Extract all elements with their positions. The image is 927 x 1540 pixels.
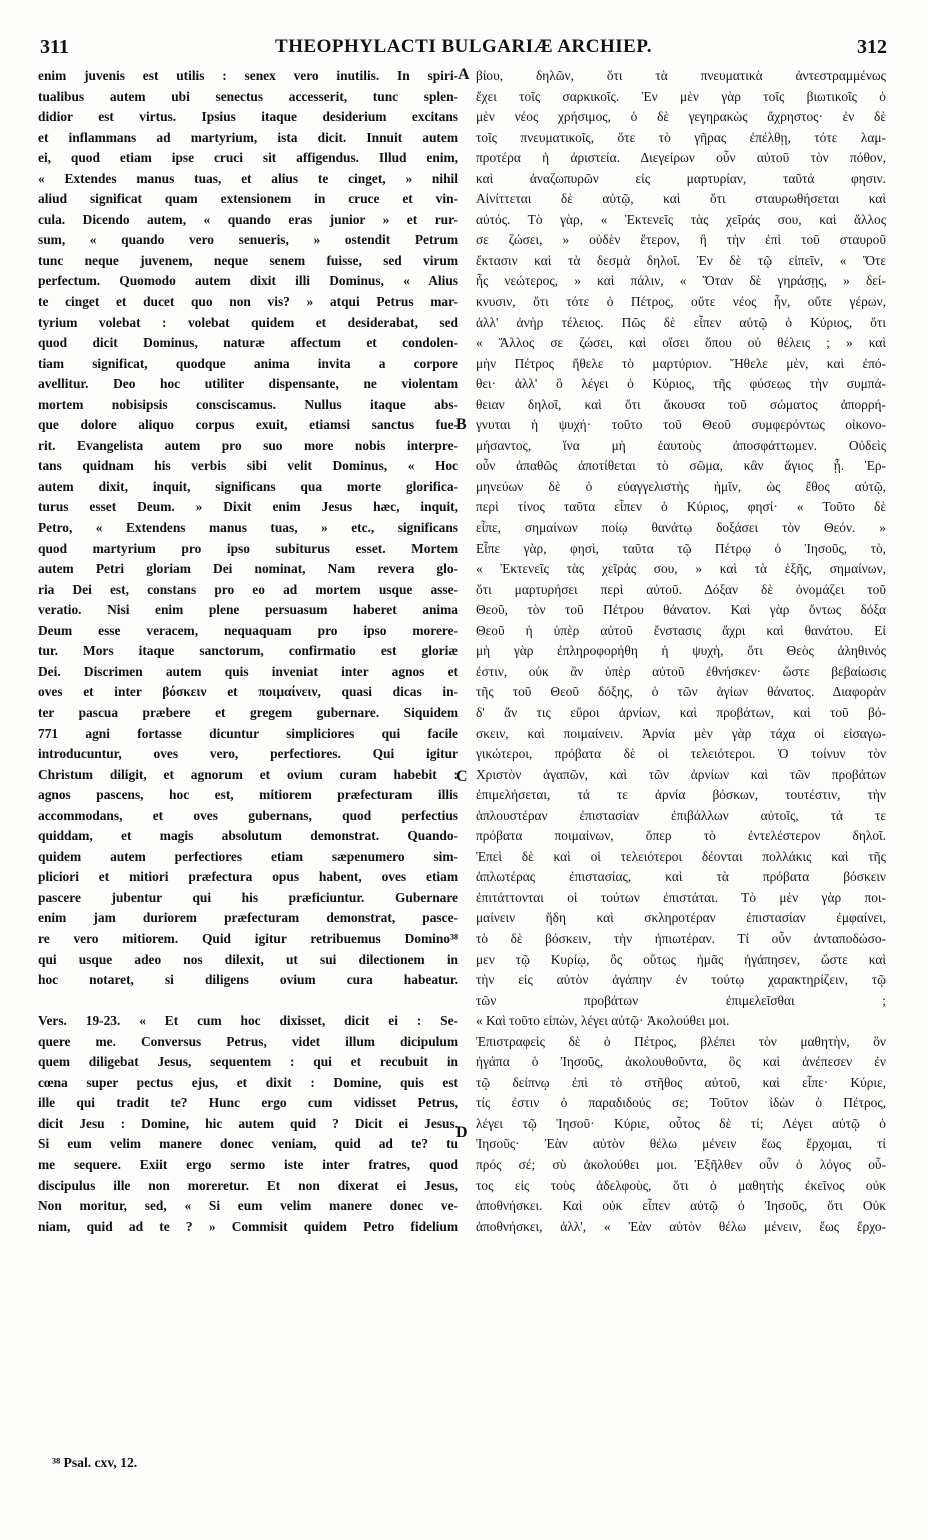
latin-text-line: hoc notaret, si diligens ovium cura habeatur.: [38, 972, 458, 988]
greek-text-line: σκειν, καὶ ποιμαίνειν. Ἀρνία μὲν γὰρ τάχα οἱ εἰσαγω-: [476, 725, 886, 741]
latin-text-line: turus esset Deum. » Dixit enim Jesus hæc, inquit,: [38, 499, 458, 515]
latin-text-line: Dei. Discrimen autem quis inveniat inter agnos et: [38, 663, 458, 679]
greek-text-line: θειαν δηλοῖ, καὶ ὅτι ἄκουσα τοῦ σώματος ἀπορρή-: [476, 396, 886, 412]
greek-text-line: ἀλλ' ἀνὴρ τέλειος. Πῶς δὲ εἶπεν αὐτῷ ὁ Κύριος, ὅτι: [476, 314, 886, 330]
greek-text-line: δ' ἄν τις εὕροι ἀρνίων, καὶ προβάτων, καὶ τοῦ βό-: [476, 704, 886, 720]
latin-text-line: cœna super pectus ejus, et dixit : Domine, quis est: [38, 1074, 458, 1090]
latin-text-line: ille qui tradit te? Hunc ergo cum vidisset Petrus,: [38, 1095, 458, 1111]
latin-text-line: Si eum velim manere donec veniam, quid ad te? tu: [38, 1136, 458, 1152]
latin-text-line: perfectum. Quomodo autem dixit illi Dominus, « Alius: [38, 273, 458, 289]
latin-text-line: quod martyrium pro ipso subiturus esset. Mortem: [38, 540, 458, 556]
latin-text-line: re vero mitiorem. Quid igitur retribuemus Domino³⁸: [38, 930, 458, 946]
latin-text-line: aliud significat quam extensionem in cruce et vin-: [38, 191, 458, 207]
latin-text-line: autem Petri gloriam Dei nominat, Nam revera glo-: [38, 561, 458, 577]
greek-text-line: Ἐπεὶ δὲ καὶ οἱ τελειότεροι δέονται πολλάκις καὶ τῆς: [476, 848, 886, 864]
latin-text-line: oves et inter βόσκειν et ποιμαίνειν, quasi dicas in-: [38, 684, 458, 700]
latin-text-line: ter pascua præbere et gregem gubernare. Siquidem: [38, 704, 458, 720]
running-title: THEOPHYLACTI BULGARIÆ ARCHIEP.: [275, 36, 652, 57]
latin-text-line: Deum esse veracem, nequaquam pro ipso morere-: [38, 622, 458, 638]
latin-text-line: Vers. 19-23. « Et cum hoc dixisset, dicit ei : Se-: [38, 1013, 458, 1029]
greek-text-line: τὴν εἰς αὐτὸν ἀγάπην ἐν τούτῳ χαρακτηρίζειν, τῷ: [476, 972, 886, 988]
latin-text-line: didior est virtus. Ipsius itaque desiderium excitans: [38, 109, 458, 125]
latin-text-line: quod dicit Dominus, naturæ affectum et condolen-: [38, 335, 458, 351]
greek-text-line: πρός σέ; σὺ ἀκολούθει μοι. Ἐξῆλθεν οὖν ὁ λόγος οὗ-: [476, 1156, 886, 1172]
margin-letter-c: C: [456, 768, 468, 785]
greek-text-line: ἦς νεώτερος, » καὶ πάλιν, « Ὅταν δὲ γηράσῃς, » δεί-: [476, 273, 886, 289]
latin-text-line: me sequere. Exiit ergo sermo iste inter fratres, quod: [38, 1156, 458, 1172]
latin-text-line: cula. Dicendo autem, « quando eras junior » et rur-: [38, 211, 458, 227]
latin-column: [38, 66, 458, 1237]
latin-text-line: te cinget et ducet quo non vis? » atqui Petrus mar-: [38, 294, 458, 310]
latin-text-line: pliciori et mitiori præfectura opus habent, oves etiam: [38, 869, 458, 885]
greek-text-line: προτέρα ἡ ἀριστεία. Διεγείρων οὖν αὐτοῦ τὸν πόθον,: [476, 150, 886, 166]
latin-text-line: Petro, « Extendens manus tuas, » etc., significans: [38, 520, 458, 536]
latin-text-line: « Extendes manus tuas, et alius te cinget, » nihil: [38, 170, 458, 186]
greek-text-line: μεν τῷ Κυρίῳ, ὃς οὕτως ἡμᾶς ἠγάπησεν, ὥστε καὶ: [476, 951, 886, 967]
page-number-right: 312: [857, 36, 887, 58]
latin-text-line: tans quidnam his verbis sibi velit Dominus, « Hoc: [38, 458, 458, 474]
latin-text-line: Christum diligit, et agnorum et ovium curam habebit :: [38, 766, 458, 782]
greek-text-line: τος εἰς τοὺς ἀδελφοὺς, ὅτι ὁ μαθητὴς ἐκεῖνος οὐκ: [476, 1177, 886, 1193]
greek-text-line: ἀποθνήσκει, ἀλλ', « Ἐὰν αὐτὸν θέλω μένειν, ἕως ἔρχο-: [476, 1218, 886, 1234]
greek-text-line: ἔκτασιν καὶ τὰ δεσμὰ δηλοῖ. Ἐν δὲ τῷ εἰπεῖν, « Ὅτε: [476, 252, 886, 268]
greek-text-line: λέγει τῷ Ἰησοῦ· Κύριε, οὗτος δὲ τί; Λέγει αὐτῷ ὁ: [476, 1115, 886, 1131]
greek-text-line: γικώτεροι, πρόβατα δὲ οἱ τελειότεροι. Ὁ τοίνυν τὸν: [476, 746, 886, 762]
greek-column: [476, 66, 886, 1237]
latin-text-line: rit. Evangelista autem pro suo more nobis interpre-: [38, 437, 458, 453]
latin-text-line: pascere jubentur qui his præficiuntur. Gubernare: [38, 889, 458, 905]
greek-text-line: τίς ἐστιν ὁ παραδιδούς σε; Τοῦτον ἰδὼν ὁ Πέτρος,: [476, 1095, 886, 1111]
greek-text-line: μὴν Πέτρος ἤθελε τὸ μαρτύριον. Ἤθελε μὲν, καὶ ἐπό-: [476, 355, 886, 371]
greek-text-line: Ἐπιστραφεὶς δὲ ὁ Πέτρος, βλέπει τὸν μαθητὴν, ὃν: [476, 1033, 886, 1049]
latin-text-line: veratio. Nisi enim plene persuasum haberet anima: [38, 602, 458, 618]
greek-text-line: καὶ ἀναζωπυρῶν εἰς μαρτυρίαν, ταῦτά φησιν.: [476, 170, 886, 186]
greek-text-line: « Καὶ τοῦτο εἰπὼν, λέγει αὐτῷ· Ἀκολούθει μοι.: [476, 1013, 730, 1029]
greek-text-line: Χριστὸν ἀγαπῶν, καὶ τῶν ἀρνίων καὶ τῶν προβάτων: [476, 766, 886, 782]
latin-text-line: tunc neque juvenem, neque senem fuisse, sed virum: [38, 252, 458, 268]
latin-text-line: enim jam duriorem præfecturam demonstrat, pasce-: [38, 910, 458, 926]
greek-text-line: οὖν ἀπαθῶς ἀποτίθεται τὸ σῶμα, κἂν ἅγιος ᾖ. Ἑρ-: [476, 458, 886, 474]
greek-text-line: βίου, δηλῶν, ὅτι τὰ πνευματικὰ ἀντεστραμμένως: [476, 68, 886, 83]
greek-text-line: Θεοῦ, τὸν τοῦ Πέτρου θάνατον. Καὶ γὰρ ὄντως δόξα: [476, 602, 886, 618]
page-number-left: 311: [40, 36, 69, 58]
latin-text-line: enim juvenis est utilis : senex vero inutilis. In spiri-: [38, 68, 458, 83]
latin-text-line: quere me. Conversus Petrus, videt illum dicipulum: [38, 1033, 458, 1049]
greek-text-line: κνυσιν, ὅτι τότε ὁ Πέτρος, οὔτε νέος ἦν, οὔτε γέρων,: [476, 294, 886, 310]
greek-text-line: ἀποθνήσκει. Καὶ οὐκ εἶπεν αὐτῷ ὁ Ἰησοῦς, ὅτι Οὐκ: [476, 1198, 886, 1214]
greek-text-line: Θεοῦ ἡ ὑπὲρ αὐτοῦ ἔνστασις ἄχρι καὶ θανάτου. Εἰ: [476, 622, 886, 638]
latin-text-line: tualibus autem ubi senectus accesserit, tunc splen-: [38, 88, 458, 104]
greek-text-line: « Ἐκτενεῖς τὰς χεῖράς σου, » καὶ τὰ ἑξῆς, σημαίνων,: [476, 561, 886, 577]
latin-text-line: ei, quod etiam ipse cruci sit affigendus. Illud enim,: [38, 150, 458, 166]
latin-text-line: discipulus ille non moreretur. Et non dixerat ei Jesus,: [38, 1177, 458, 1193]
greek-text-line: σε ζώσει, » οὐδὲν ἕτερον, ἢ τὴν ἐπὶ τοῦ σταυροῦ: [476, 232, 886, 248]
greek-text-line: αὐτός. Τὸ γὰρ, « Ἐκτενεῖς τὰς χεῖράς σου, καὶ ἄλλος: [476, 211, 886, 227]
greek-text-line: τὸ δὲ βόσκειν, τὴν ἠπιωτέραν. Τί οὖν ἀνταποδώσο-: [476, 930, 886, 946]
greek-text-line: μὲν νέος χρήσιμος, ὁ δὲ γεγηρακὼς ἄχρηστος· ἐν δὲ: [476, 109, 886, 125]
latin-text-line: quiddam, et magis absolutum demonstrat. Quando-: [38, 828, 458, 844]
greek-text-line: τῆς τοῦ Θεοῦ δόξης, ὁ τῶν ἁγίων θάνατος. Διαφορὰν: [476, 684, 886, 700]
latin-text-line: niam, quid ad te ? » Commisit quidem Petro fidelium: [38, 1218, 458, 1234]
greek-text-line: μὴ γὰρ ἐπληροφορήθη ἡ ψυχὴ, ὅτι Θεὸς ἀληθινός: [476, 643, 886, 659]
margin-letter-a: A: [458, 66, 470, 83]
greek-text-line: ἔχει τοῖς σαρκικοῖς. Ἐν μὲν γὰρ τοῖς βιωτικοῖς ὁ: [476, 88, 886, 104]
greek-text-line: Εἶπε γὰρ, φησὶ, ταῦτα τῷ Πέτρῳ ὁ Ἰησοῦς, τὸ,: [476, 540, 886, 556]
latin-text-line: accommodans, et oves gubernans, quod perfectius: [38, 807, 458, 823]
latin-text-line: quidem autem perfectiores etiam sæpenumero sim-: [38, 848, 458, 864]
latin-text-line: tur. Mors itaque sanctorum, confirmatio est gloriæ: [38, 643, 458, 659]
greek-text-line: τῷ δείπνῳ ἐπὶ τὸ στῆθος αὐτοῦ, καὶ εἶπε· Κύριε,: [476, 1074, 886, 1090]
greek-text-line: περὶ τίνος ταῦτα εἶπεν ὁ Κύριος, φησί· « Τοῦτο δὲ: [476, 499, 886, 515]
greek-text-line: Αἰνίττεται δὲ αὐτῷ, καὶ ὅτι σταυρωθήσεται καὶ: [476, 191, 886, 207]
latin-text-line: quem diligebat Jesus, sequentem : qui et recubuit in: [38, 1054, 458, 1070]
greek-text-line: θει· ἀλλ' ὃ λέγει ὁ Κύριος, τῆς φύσεως τὴν συμπά-: [476, 376, 886, 392]
latin-text-line: agnos pascens, hoc est, mitiorem præfecturam illis: [38, 787, 458, 803]
latin-text-line: sum, « quando vero senueris, » ostendit Petrum: [38, 232, 458, 248]
latin-text-line: et inflammans ad martyrium, ista dicit. Innuit autem: [38, 129, 458, 145]
latin-text-line: tiam significat, quodque anima invita a corpore: [38, 355, 458, 371]
margin-letter-d: D: [456, 1124, 468, 1141]
latin-text-line: Non moritur, sed, « Si eum velim manere donec ve-: [38, 1198, 458, 1214]
greek-text-line: ἁπλουστέραν ἐπιστασίαν ἐπιβάλλων αὐτοῖς, τά τε: [476, 807, 886, 823]
latin-text-line: [38, 991, 458, 1012]
greek-text-line: τοῖς πνευματικοῖς, ὅτε τὸ γῆρας ἐπέλθῃ, τότε λαμ-: [476, 129, 886, 145]
greek-text-line: μηνεύων δὲ ὁ εὐαγγελιστὴς ἡμῖν, ὡς ἔθος αὐτῷ,: [476, 478, 886, 494]
footnote: ³⁸ Psal. cxv, 12.: [52, 1455, 138, 1470]
latin-text-line: dicit Jesu : Domine, hic autem quid ? Dicit ei Jesus.: [38, 1115, 458, 1131]
greek-text-line: ἐστιν, οὐκ ἂν ὑπὲρ αὐτοῦ ἐθνήσκεν· ὥστε βεβαίωσις: [476, 663, 886, 679]
latin-text-line: qui usque adeo nos dilexit, ut sui dilectionem in: [38, 951, 458, 967]
greek-text-line: μήσαντος, ἵνα μὴ ἑαυτοὺς ἀποσφάττωμεν. Οὐδεὶς: [476, 437, 886, 453]
greek-text-line: γνυται ἡ ψυχή· τοῦτο τοῦ Θεοῦ συμφερόντως οἰκονο-: [476, 417, 886, 433]
greek-text-line: εἶπε, σημαίνων ποίῳ θανάτῳ δοξάσει τὸν Θεόν. »: [476, 520, 886, 536]
greek-text-line: τῶν προβάτων ἐπιμελεῖσθαι ;: [476, 992, 886, 1008]
greek-text-line: « Ἄλλος σε ζώσει, καὶ οἴσει ὅπου οὐ θέλεις ; » καὶ: [476, 335, 886, 351]
latin-text-line: 771 agni fortasse dicuntur simpliciores qui facile: [38, 725, 458, 741]
latin-text-line: que dolore aliquo corpus exuit, etiamsi sanctus fue-: [38, 417, 458, 433]
greek-text-line: Ἰησοῦς· Ἐὰν αὐτὸν θέλω μένειν ἕως ἔρχομαι, τί: [476, 1136, 886, 1152]
greek-text-line: μαίνειν ἤδη καὶ σκληροτέραν ἐπιστασίαν ἐμφαίνει,: [476, 910, 886, 926]
greek-text-line: ἠγάπα ὁ Ἰησοῦς, ἀκολουθοῦντα, ὃς καὶ ἀνέπεσεν ἐν: [476, 1054, 886, 1070]
latin-text-line: mortem nobisipsis consciscamus. Nullus itaque abs-: [38, 396, 458, 412]
latin-text-line: introducuntur, oves vero, perfectiores. Qui igitur: [38, 746, 458, 762]
latin-text-line: autem dixit, inquit, significans qua morte glorifica-: [38, 478, 458, 494]
greek-text-line: ἐπιτάττονται οἱ τούτων ἐπιστάται. Τὸ μὲν γὰρ ποι-: [476, 889, 886, 905]
margin-letter-b: B: [456, 416, 467, 433]
latin-text-line: avellitur. Deo hoc utiliter dispensante, ne violentam: [38, 376, 458, 392]
greek-text-line: ἁπλωτέρας ἐπιστασίας, καὶ τὰ πρόβατα βόσκειν: [476, 869, 886, 885]
greek-text-line: ὅτι μαρτυρήσει περὶ αὐτοῦ. Δόξαν δὲ ὀνομάζει τοῦ: [476, 581, 886, 597]
latin-text-line: tyrium volebat : volebat quidem et desiderabat, sed: [38, 314, 458, 330]
greek-text-line: πρόβατα ποιμαίνων, ὅπερ τὸ ἐντελέστερον δηλοῖ.: [476, 828, 886, 844]
latin-text-line: ria Dei est, constans pro eo ad mortem usque asse-: [38, 581, 458, 597]
greek-text-line: ἐπιμελήσεται, τά τε ἀρνία βόσκων, τουτέστιν, τὴν: [476, 787, 886, 803]
